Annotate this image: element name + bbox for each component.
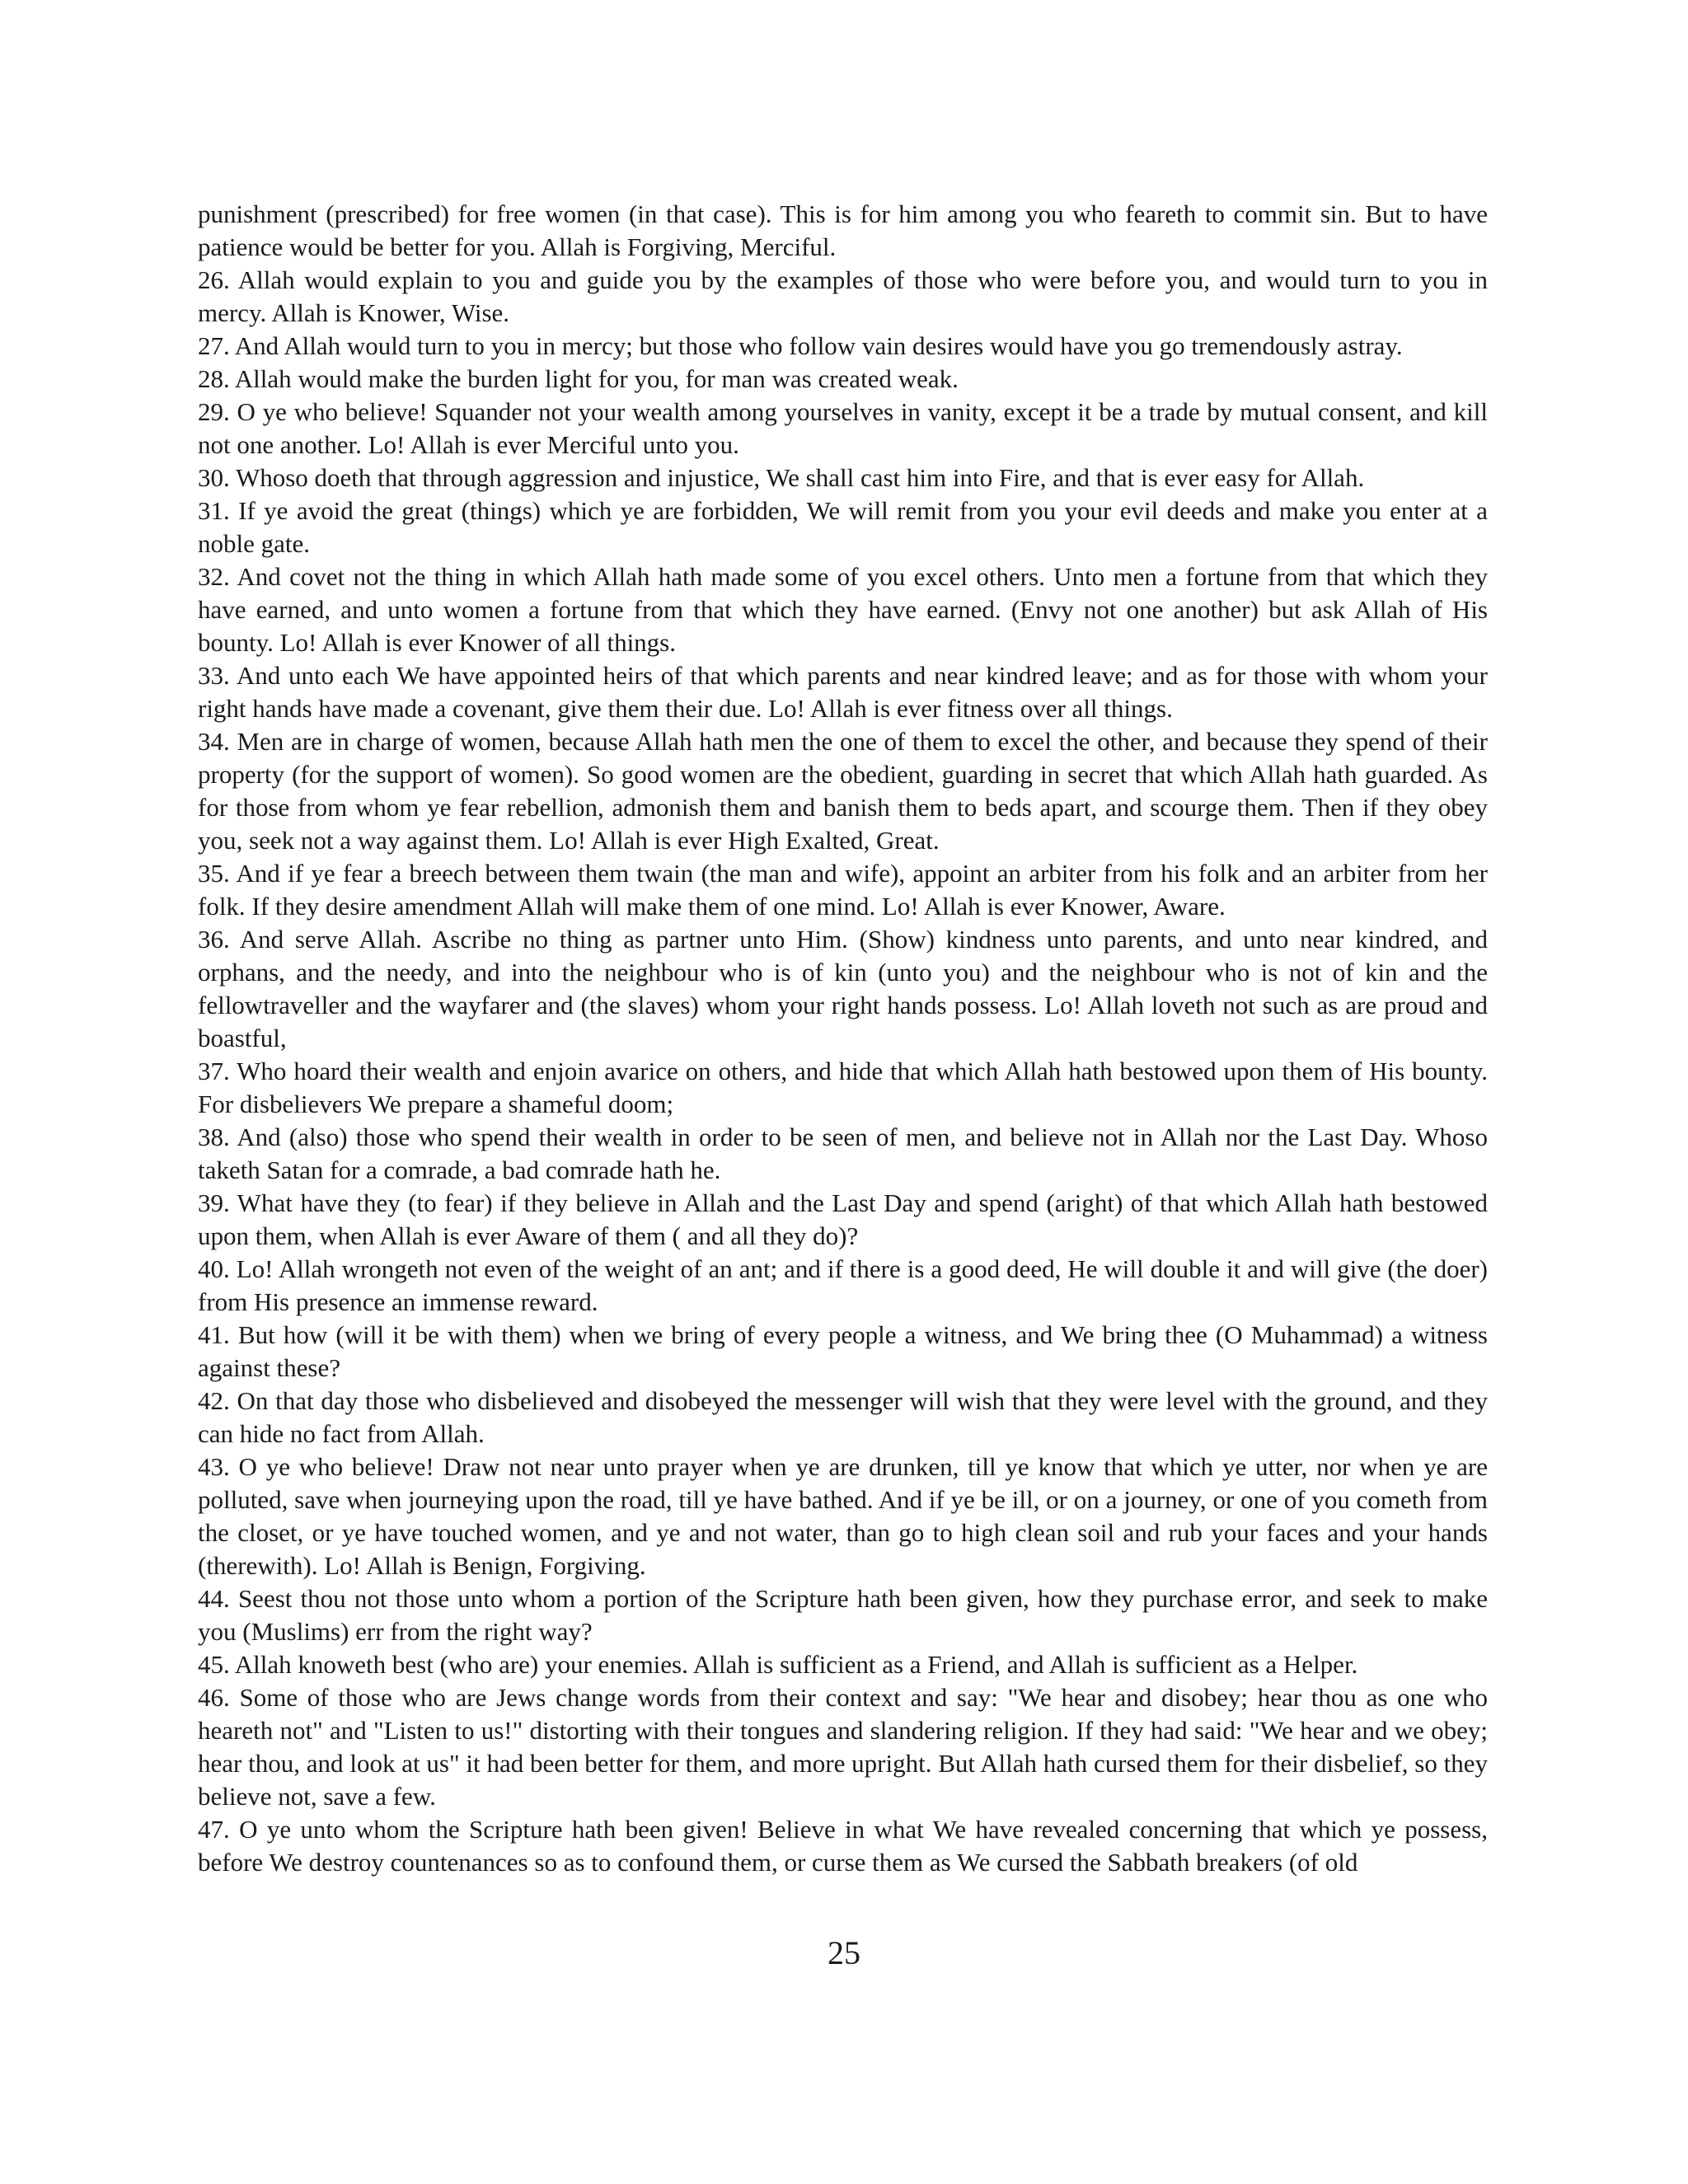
verse-41: 41. But how (will it be with them) when we bring of every people a witness, and We bring thee (O Muhammad) a witness against these? — [198, 1320, 1488, 1382]
verse-31: 31. If ye avoid the great (things) which ye are forbidden, We will remit from you your evil deeds and make you enter at a noble gate. — [198, 496, 1488, 558]
verse-37: 37. Who hoard their wealth and enjoin avarice on others, and hide that which Allah hath bestowed upon them of His bounty. For disbelievers We prepare a shameful doom; — [198, 1057, 1488, 1118]
verse-46: 46. Some of those who are Jews change words from their context and say: "We hear and disobey; hear thou as one who heareth not" and "Listen to us!" distorting with their tongues and slandering religion. If they had said: "We hear and we obey; hear thou, and look at us" it had been better for them, and more upright. But Allah hath cursed them for their disbelief, so they believe not, save a few. — [198, 1683, 1488, 1811]
verse-30: 30. Whoso doeth that through aggression and injustice, We shall cast him into Fire, and that is ever easy for Allah. — [198, 463, 1365, 492]
verse-43: 43. O ye who believe! Draw not near unto prayer when ye are drunken, till ye know that which ye utter, nor when ye are polluted, save when journeying upon the road, till ye have bathed. And if ye be ill, or on a journey, or one of you cometh from the closet, or ye have touched women, and ye and not water, than go to high clean soil and rub your faces and your hands (therewith). Lo! Allah is Benign, Forgiving. — [198, 1452, 1488, 1580]
verse-36: 36. And serve Allah. Ascribe no thing as partner unto Him. (Show) kindness unto parents, and unto near kindred, and orphans, and the needy, and into the neighbour who is of kin (unto you) and the neighbour who is not of kin and the fellowtraveller and the wayfarer and (the slaves) whom your right hands possess. Lo! Allah loveth not such as are proud and boastful, — [198, 925, 1488, 1052]
verse-40: 40. Lo! Allah wrongeth not even of the weight of an ant; and if there is a good deed, He will double it and will give (the doer) from His presence an immense reward. — [198, 1254, 1488, 1316]
verse-33: 33. And unto each We have appointed heirs of that which parents and near kindred leave; and as for those with whom your right hands have made a covenant, give them their due. Lo! Allah is ever fitness over all things. — [198, 661, 1488, 723]
verse-47: 47. O ye unto whom the Scripture hath been given! Believe in what We have revealed concerning that which ye possess, before We destroy countenances so as to confound them, or curse them as We cursed the Sabbath breakers (of old — [198, 1815, 1488, 1877]
verse-34: 34. Men are in charge of women, because Allah hath men the one of them to excel the other, and because they spend of their property (for the support of women). So good women are the obedient, guarding in secret that which Allah hath guarded. As for those from whom ye fear rebellion, admonish them and banish them to beds apart, and scourge them. Then if they obey you, seek not a way against them. Lo! Allah is ever High Exalted, Great. — [198, 727, 1488, 855]
verse-35: 35. And if ye fear a breech between them twain (the man and wife), appoint an arbiter from his folk and an arbiter from her folk. If they desire amendment Allah will make them of one mind. Lo! Allah is ever Knower, Aware. — [198, 859, 1488, 921]
verse-29: 29. O ye who believe! Squander not your wealth among yourselves in vanity, except it be a trade by mutual consent, and kill not one another. Lo! Allah is ever Merciful unto you. — [198, 397, 1488, 459]
verse-45: 45. Allah knoweth best (who are) your enemies. Allah is sufficient as a Friend, and Allah is sufficient as a Helper. — [198, 1650, 1358, 1679]
page-number: 25 — [828, 1934, 860, 1971]
verse-42: 42. On that day those who disbelieved and disobeyed the messenger will wish that they were level with the ground, and they can hide no fact from Allah. — [198, 1386, 1488, 1448]
verse-44: 44. Seest thou not those unto whom a portion of the Scripture hath been given, how they purchase error, and seek to make you (Muslims) err from the right way? — [198, 1584, 1488, 1646]
verse-26: 26. Allah would explain to you and guide you by the examples of those who were before you, and would turn to you in mercy. Allah is Knower, Wise. — [198, 265, 1488, 327]
verse-27: 27. And Allah would turn to you in mercy; but those who follow vain desires would have you go tremendously astray. — [198, 331, 1403, 360]
verse-38: 38. And (also) those who spend their wealth in order to be seen of men, and believe not in Allah nor the Last Day. Whoso taketh Satan for a comrade, a bad comrade hath he. — [198, 1122, 1488, 1184]
paragraph-continuation: punishment (prescribed) for free women (in that case). This is for him among you who feareth to commit sin. But to have patience would be better for you. Allah is Forgiving, Merciful. — [198, 199, 1488, 261]
verse-28: 28. Allah would make the burden light for you, for man was created weak. — [198, 364, 959, 393]
verse-39: 39. What have they (to fear) if they believe in Allah and the Last Day and spend (aright) of that which Allah hath bestowed upon them, when Allah is ever Aware of them ( and all they do)? — [198, 1188, 1488, 1250]
body-text — [198, 198, 1488, 1879]
verse-32: 32. And covet not the thing in which Allah hath made some of you excel others. Unto men a fortune from that which they have earned, and unto women a fortune from that which they have earned. (Envy not one another) but ask Allah of His bounty. Lo! Allah is ever Knower of all things. — [198, 562, 1488, 657]
